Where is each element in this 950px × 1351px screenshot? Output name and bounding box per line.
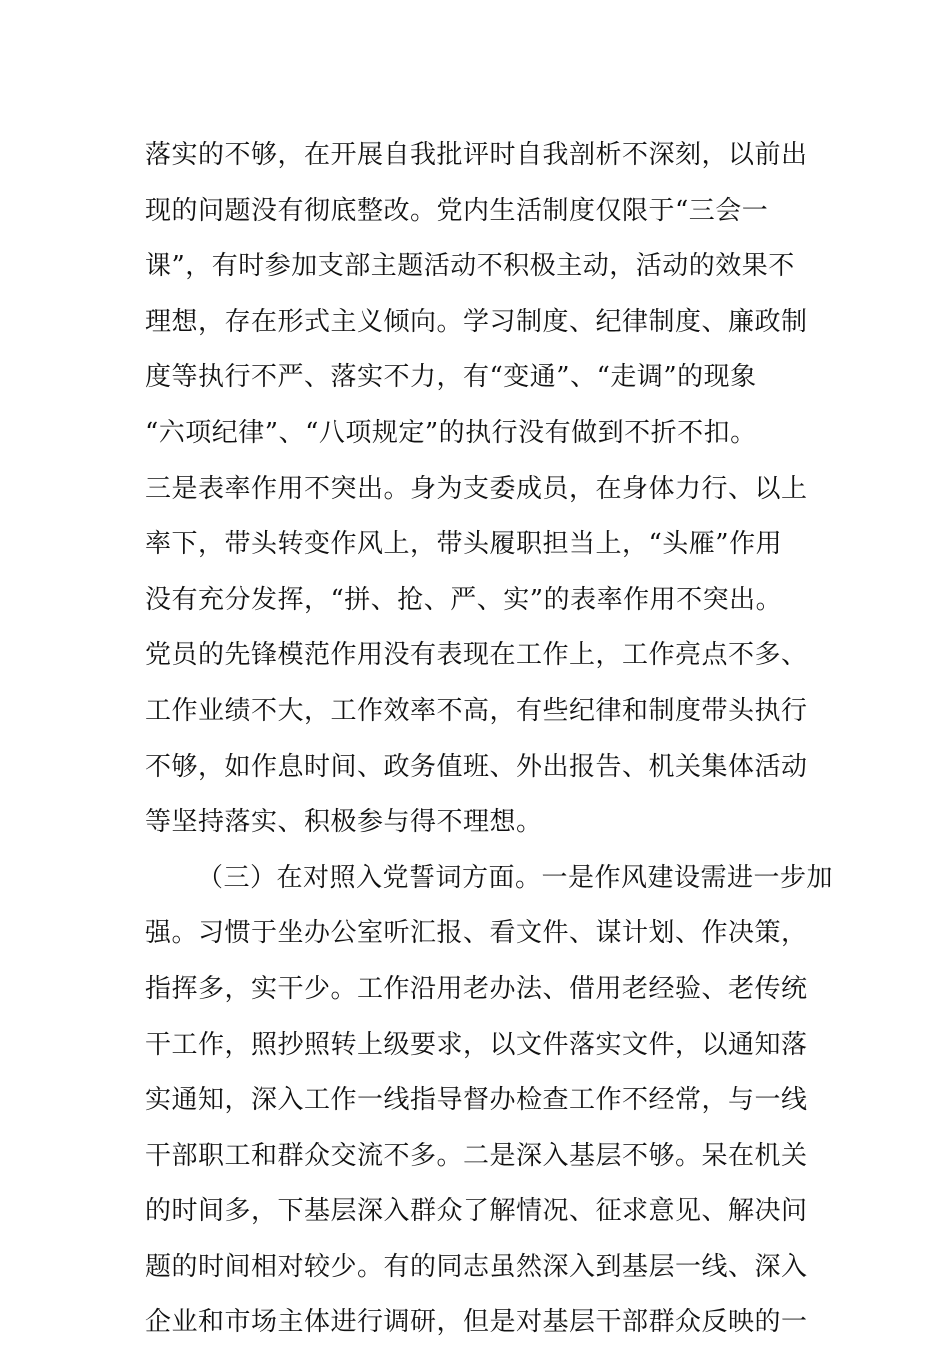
text-line: 企业和市场主体进行调研，但是对基层干部群众反映的一 <box>145 1307 808 1338</box>
text-line: 没有充分发挥，“拼、抢、严、实”的表率作用不突出。 <box>145 584 783 615</box>
text-line: 现的问题没有彻底整改。党内生活制度仅限于“三会一 <box>145 195 769 226</box>
section-heading-line: （三）在对照入党誓词方面。一是作风建设需进一步加 <box>197 862 834 893</box>
text-line: 的时间多，下基层深入群众了解情况、征求意见、解决问 <box>145 1196 808 1227</box>
text-line: 实通知，深入工作一线指导督办检查工作不经常，与一线 <box>145 1085 808 1116</box>
text-line: 课”，有时参加支部主题活动不积极主动，活动的效果不 <box>145 251 795 282</box>
text-line: 工作业绩不大，工作效率不高，有些纪律和制度带头执行 <box>145 695 808 726</box>
text-line: 度等执行不严、落实不力，有“变通”、“走调”的现象 <box>145 362 757 393</box>
text-line: “六项纪律”、“八项规定”的执行没有做到不折不扣。 <box>145 417 757 448</box>
text-line: 强。习惯于坐办公室听汇报、看文件、谋计划、作决策， <box>145 918 808 949</box>
text-line: 理想，存在形式主义倾向。学习制度、纪律制度、廉政制 <box>145 306 808 337</box>
text-line: 指挥多，实干少。工作沿用老办法、借用老经验、老传统 <box>145 973 808 1004</box>
text-line: 率下，带头转变作风上，带头履职担当上，“头雁”作用 <box>145 529 783 560</box>
text-line: 落实的不够，在开展自我批评时自我剖析不深刻，以前出 <box>145 140 808 170</box>
body-text <box>145 128 834 1351</box>
text-line: 干部职工和群众交流不多。二是深入基层不够。呆在机关 <box>145 1140 808 1171</box>
text-line: 党员的先锋模范作用没有表现在工作上，工作亮点不多、 <box>145 640 808 671</box>
text-line: 三是表率作用不突出。身为支委成员，在身体力行、以上 <box>145 473 808 504</box>
text-line: 不够，如作息时间、政务值班、外出报告、机关集体活动 <box>145 751 808 782</box>
text-line: 干工作，照抄照转上级要求，以文件落实文件，以通知落 <box>145 1029 808 1060</box>
text-line: 等坚持落实、积极参与得不理想。 <box>145 807 543 838</box>
text-line: 题的时间相对较少。有的同志虽然深入到基层一线、深入 <box>145 1251 808 1282</box>
